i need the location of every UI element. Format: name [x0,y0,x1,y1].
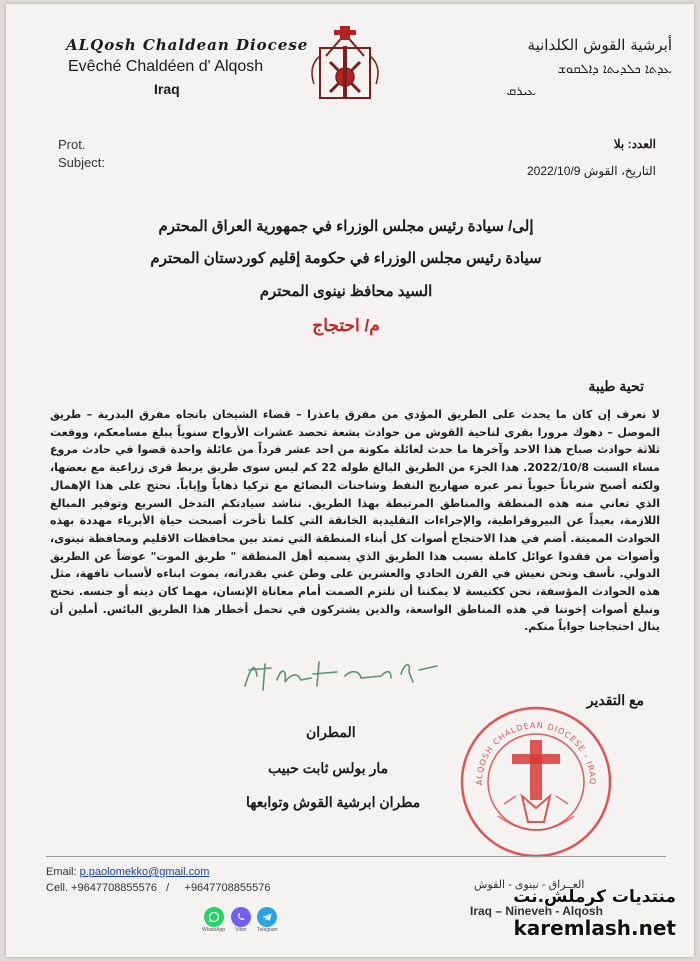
footer-divider [46,856,666,857]
signatory-name: مار بولس ثابت حبيب [268,760,389,776]
telegram-icon [257,907,277,927]
whatsapp-app [202,907,225,933]
telegram-label: Telegram [257,927,278,933]
reference-number: العدد: بلا [613,137,656,151]
diocese-name-french: Evêché Chaldéen d' Alqosh [68,58,264,75]
recipient-line-3: السيد محافظ نينوى المحترم [259,283,433,300]
letter-page [6,4,694,957]
recipient-line-1: إلى/ سيادة رئيس مجلس الوزراء في جمهورية العراق المحترم [158,218,534,235]
country-name-syriac: ܥܝܪܩ [506,84,536,99]
messaging-apps [202,907,278,933]
viber-label: Viber [235,927,247,933]
diocese-name-english: ALQosh Chaldean Diocese [66,36,309,54]
letter-subject: م/ احتجاج [312,316,380,335]
signatory-role: مطران ابرشية القوش وتوابعها [246,794,421,810]
closing-text: مع التقدير [586,692,644,708]
viber-icon [231,907,251,927]
official-seal-stamp [458,704,614,864]
footer-location-arabic: العــراق - نينوى - القوش [474,879,585,891]
reference-labels [58,136,105,172]
watermark-domain: karemlash.net [513,916,676,940]
watermark-arabic: منتديات كرملش.نت [513,887,676,907]
email-link[interactable]: p.paolomekko@gmail.com [79,866,210,878]
country-name: Iraq [154,81,180,97]
whatsapp-label: WhatsApp [202,927,226,933]
telegram-app [257,907,278,933]
signatory-title: المطران [306,724,356,740]
greeting: تحية طيبة [588,378,644,394]
letter-body: لا نعرف إن كان ما يحدث على الطريق المؤدي من مفرق باعذرا – قضاء الشيخان باتجاه مفرق البدرية – طريق الموصل – دهوك مرورا بقرى لناحية القوش من حوادث بشعة تحصد عشرات الأرواح سنوياً يبلغ مسامعكم، ووقعت ثلاثة حوادث صباح هذا الاحد وآخرها ما حدث لعائلة مكونة من احد عشر فرداً من عائلة واحدة قضوا في حادث مروع مساء السبت 2022/10/8. هذا الجزء من الطريق البالغ طوله 22 كم ليس سوى طريق يربط قرى زراعية مع بعضها، ولكنه أصبح شرياناً حيوياً تمر عبره صهاريج النفط وشاحنات البضائع مع تركيا ذهاباً وإياباً. نحتج على هذا الإهمال الذي تعاني منه هذه المنطقة والمناطق المرتبطة بهذا الطريق. نناشد سيادتكم التدخل السريع وتوفير المبالغ اللازمة، بعيداً عن البيروقراطية، والإجراءات التقليدية الخانقة التي كلما تأخرت أصبحت حياة الأبرياء مهددة بهذه الحوادث المميتة. أضم في هذا الاحتجاج أصوات كل أبناء المنطقة التي تمتد بين محافظات الاقليم ومحافظة نينوى، وأصوات من فقدوا عوائل كاملة بسبب هذا الطريق الذي يسميه أهل المنطقة " طريق الموت" عوضاً عن الطريق الدولي. نأسف ونحن نعيش في القرن الحادي والعشرين على وطن غني بقدراته، يموت ابناءه لأسباب تافهة، مثل هذه الحوادث المؤسفة، نحن ككنيسة لا يمكننا أن نلتزم الصمت أمام معاناة الإنسان، مهما كان دينه أو جنسه. نحتج ونبلغ أصوات إخوتنا في هذه المناطق الواسعة، والذين يشتركون في تحمل أخطار هذا الطريق البائس. أملين أن ينال احتجاجنا جواباً منكم. [50,408,660,634]
footer-location-english: Iraq – Nineveh - Alqosh [470,904,603,918]
recipient-line-2: سيادة رئيس مجلس الوزراء في حكومة إقليم كوردستان المحترم [150,250,542,267]
whatsapp-icon [204,907,224,927]
footer-email [46,866,209,878]
handwritten-signature [241,656,441,700]
diocese-name-syriac: ܥܕܬܐ ܟܠܕܝܬܐ ܕܐܠܩܘܫ [557,62,672,77]
email-label: Email: [46,866,77,878]
subject-label: Subject: [58,155,105,170]
viber-app [231,907,251,933]
stamp-text: ALQOSH CHALDEAN DIOCESE - IRAQ [474,720,598,786]
diocese-name-arabic: أبرشية القوش الكلدانية [527,36,672,54]
footer-phone: Cell. +9647708855576 / +9647708855576 [46,882,271,894]
letter-date: التاريخ، القوش 2022/10/9 [527,164,656,178]
prot-label: Prot. [58,137,86,152]
diocese-emblem [306,26,384,108]
